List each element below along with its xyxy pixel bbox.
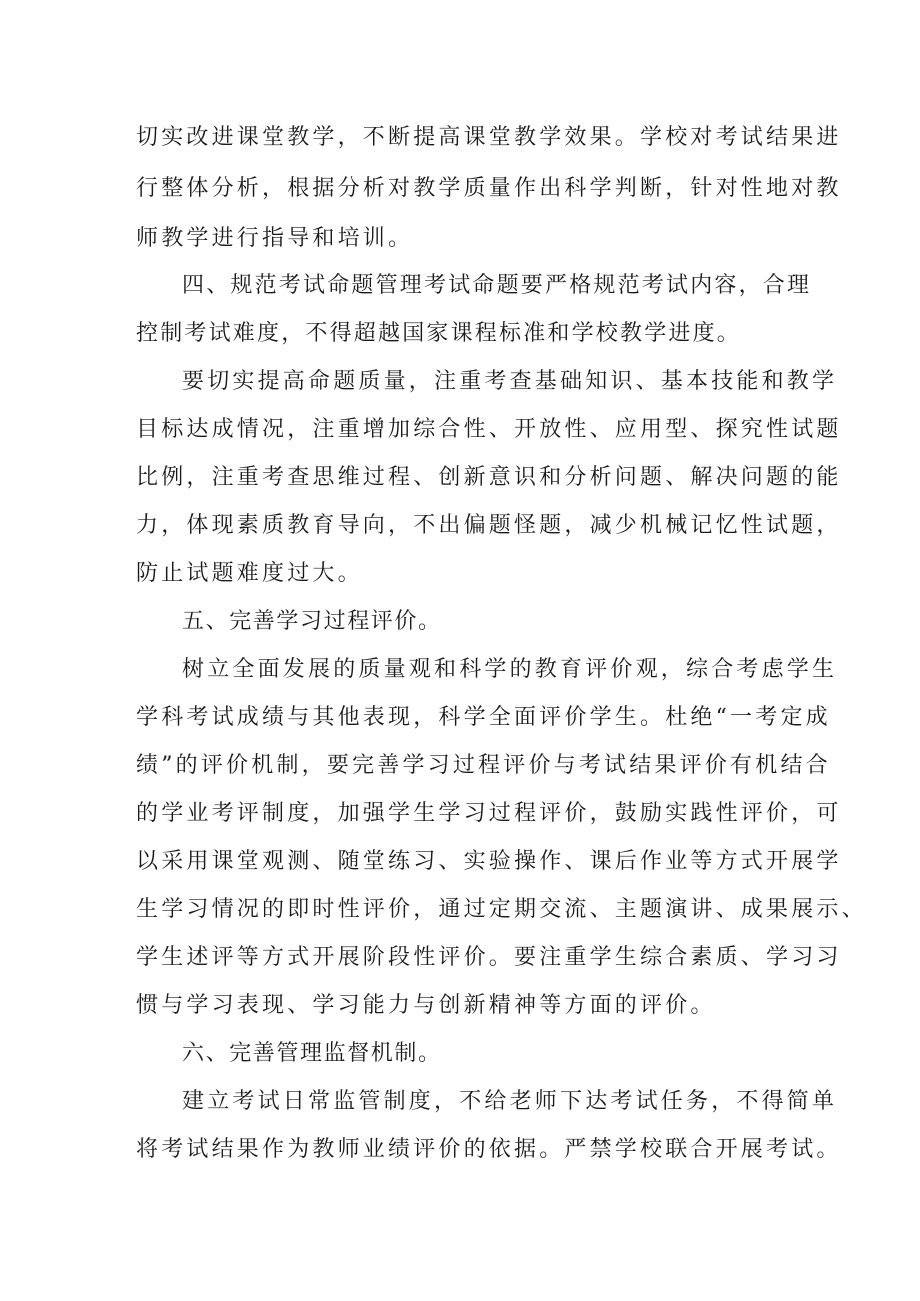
paragraph-2-line-2: 目标达成情况，注重增加综合性、开放性、应用型、探究性试题: [136, 417, 842, 442]
paragraph-2-line-5: 防止试题难度过大。: [136, 561, 363, 586]
paragraph-3-line-1: 树立全面发展的质量观和科学的教育评价观，综合考虑学生: [182, 657, 838, 682]
paragraph-2-line-4: 力，体现素质教育导向，不出偏题怪题，减少机械记忆性试题，: [136, 513, 842, 538]
paragraph-3-line-6: 生学习情况的即时性评价，通过定期交流、主题演讲、成果展示、: [136, 897, 867, 922]
section-5-heading: 五、完善学习过程评价。: [182, 609, 442, 634]
paragraph-3-line-5: 以采用课堂观测、随堂练习、实验操作、课后作业等方式开展学: [136, 849, 842, 874]
paragraph-2-line-3: 比例，注重考查思维过程、创新意识和分析问题、解决问题的能: [136, 465, 842, 490]
paragraph-3-line-3: 绩”的评价机制，要完善学习过程评价与考试结果评价有机结合: [136, 753, 831, 778]
paragraph-3-line-7: 学生述评等方式开展阶段性评价。要注重学生综合素质、学习习: [136, 945, 842, 970]
paragraph-1-line-3: 师教学进行指导和培训。: [136, 226, 414, 251]
section-6-heading: 六、完善管理监督机制。: [182, 1041, 442, 1066]
paragraph-4-line-1: 建立考试日常监管制度，不给老师下达考试任务，不得简单: [182, 1089, 838, 1114]
paragraph-3-line-4: 的学业考评制度，加强学生学习过程评价，鼓励实践性评价，可: [136, 801, 842, 826]
paragraph-3-line-8: 惯与学习表现、学习能力与创新精神等方面的评价。: [136, 993, 716, 1018]
paragraph-1-line-1: 切实改进课堂教学，不断提高课堂教学效果。学校对考试结果进: [136, 125, 842, 150]
section-4-heading-line-1: 四、规范考试命题管理考试命题要严格规范考试内容，合理: [182, 273, 812, 298]
paragraph-3-line-2: 学科考试成绩与其他表现，科学全面评价学生。杜绝“一考定成: [136, 705, 831, 730]
paragraph-4-line-2: 将考试结果作为教师业绩评价的依据。严禁学校联合开展考试。: [136, 1137, 842, 1162]
section-4-heading-line-2: 控制考试难度，不得超越国家课程标准和学校教学进度。: [136, 321, 742, 346]
paragraph-1-line-2: 行整体分析，根据分析对教学质量作出科学判断，针对性地对教: [136, 176, 842, 201]
paragraph-2-line-1: 要切实提高命题质量，注重考查基础知识、基本技能和教学: [182, 369, 838, 394]
